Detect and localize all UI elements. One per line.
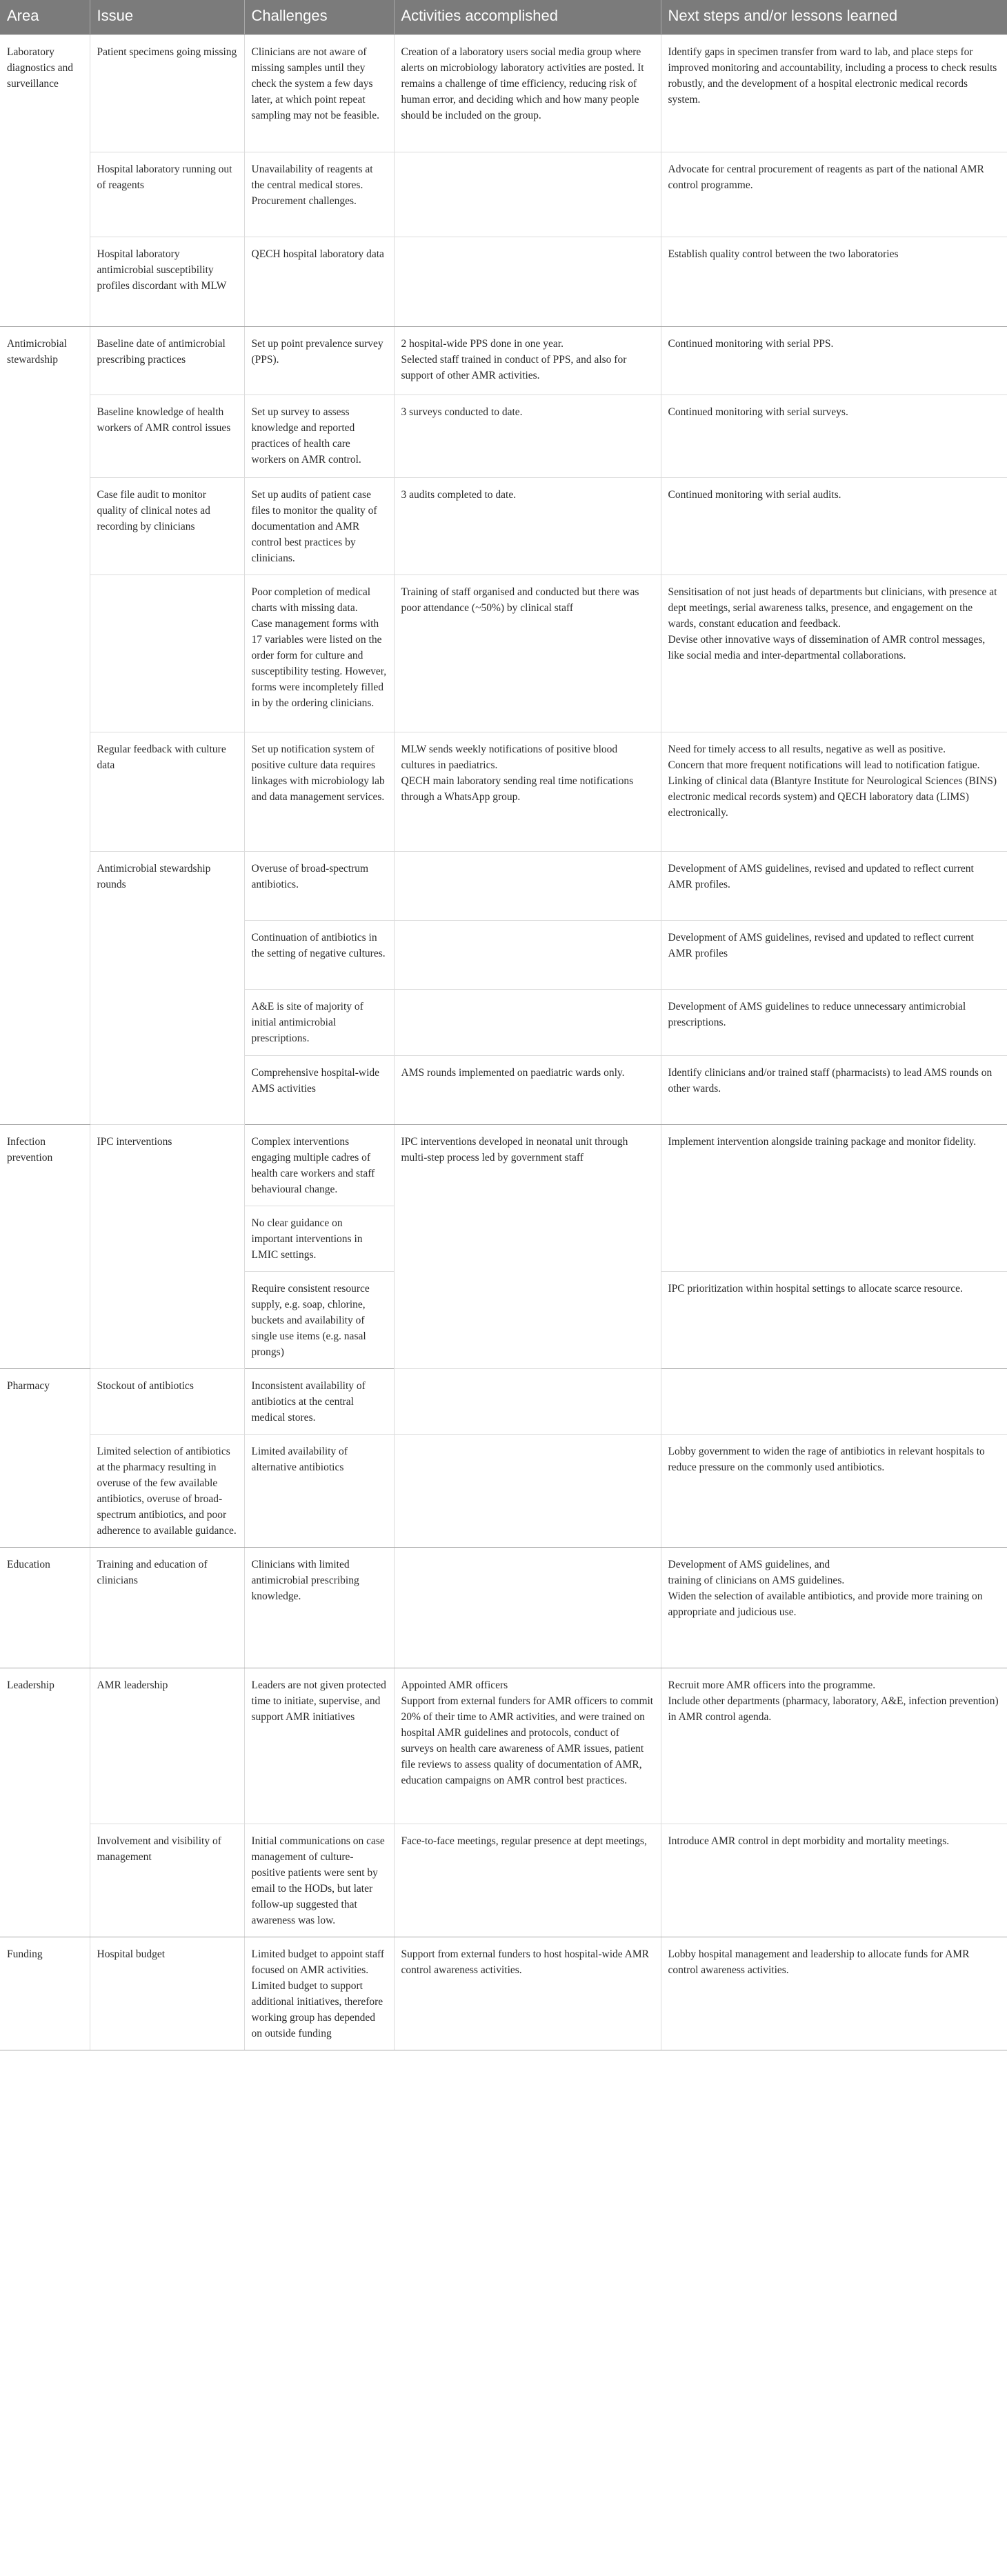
- cell-line: 3 audits completed to date.: [401, 489, 517, 501]
- cell-line: Devise other innovative ways of dissemination of AMR control messages, like social media and inter-departmental collaborations.: [668, 634, 986, 661]
- challenges-cell: [244, 1056, 394, 1125]
- table-row: [0, 1937, 1007, 2050]
- next-steps-cell: [661, 1548, 1007, 1668]
- next-steps-cell: [661, 237, 1007, 327]
- issue-cell: Baseline date of antimicrobial prescribing practices: [90, 327, 244, 395]
- challenges-cell: [244, 732, 394, 852]
- cell-line: Require consistent resource supply, e.g. soap, chlorine, buckets and availability of single use items (e.g. nasal prongs): [251, 1283, 370, 1358]
- cell-line: Leaders are not given protected time to initiate, supervise, and support AMR initiatives: [251, 1679, 386, 1723]
- cell-line: Support from external funders for AMR officers to commit 20% of their time to AMR activities, and were trained on hospital AMR guidelines and protocols, conduct of surveys on health care awareness of AMR issues, patient file reviews to assess quality of documentation of AMR, education campaigns on AMR control best practices.: [401, 1695, 654, 1786]
- activities-cell: [394, 1369, 661, 1435]
- cell-line: Implement intervention alongside training package and monitor fidelity.: [668, 1136, 977, 1148]
- next-steps-cell: [661, 921, 1007, 990]
- table-row: [0, 478, 1007, 575]
- cell-line: Clinicians are not aware of missing samples until they check the system a few days later, at which point repeat sampling may not be feasible.: [251, 46, 380, 121]
- cell-line: Continued monitoring with serial surveys.: [668, 406, 848, 418]
- challenges-cell: [244, 1548, 394, 1668]
- cell-line: Development of AMS guidelines, revised and updated to reflect current AMR profiles: [668, 932, 974, 959]
- table-row: [0, 732, 1007, 852]
- cell-line: AMS rounds implemented on paediatric wards only.: [401, 1067, 625, 1079]
- next-steps-cell: [661, 575, 1007, 732]
- table-row: [0, 152, 1007, 237]
- challenges-cell: [244, 990, 394, 1056]
- cell-line: Set up survey to assess knowledge and reported practices of health care workers on AMR control.: [251, 406, 361, 466]
- area-cell: Laboratory diagnostics and surveillance: [0, 35, 90, 327]
- issue-cell: Hospital laboratory running out of reagents: [90, 152, 244, 237]
- cell-line: Identify clinicians and/or trained staff (pharmacists) to lead AMS rounds on other wards.: [668, 1067, 993, 1095]
- cell-line: Selected staff trained in conduct of PPS, and also for support of other AMR activities.: [401, 354, 627, 381]
- activities-cell: [394, 478, 661, 575]
- next-steps-cell: [661, 1668, 1007, 1824]
- next-steps-cell: [661, 395, 1007, 478]
- cell-line: Poor completion of medical charts with missing data.: [251, 586, 371, 614]
- header-challenges: Challenges: [244, 0, 394, 35]
- activities-cell: [394, 921, 661, 990]
- cell-line: No clear guidance on important interventions in LMIC settings.: [251, 1217, 363, 1261]
- area-cell: Leadership: [0, 1668, 90, 1937]
- cell-line: Set up point prevalence survey (PPS).: [251, 338, 383, 366]
- cell-line: Continuation of antibiotics in the setting of negative cultures.: [251, 932, 386, 959]
- next-steps-cell: [661, 1272, 1007, 1369]
- cell-line: QECH main laboratory sending real time notifications through a WhatsApp group.: [401, 775, 634, 803]
- cell-line: Development of AMS guidelines, and: [668, 1559, 830, 1570]
- next-steps-cell: [661, 1435, 1007, 1548]
- cell-line: Continued monitoring with serial audits.: [668, 489, 841, 501]
- cell-line: Advocate for central procurement of reagents as part of the national AMR control programme.: [668, 163, 984, 191]
- table-row: [0, 575, 1007, 732]
- cell-line: Lobby government to widen the rage of antibiotics in relevant hospitals to reduce pressure on the commonly used antibiotics.: [668, 1446, 985, 1473]
- cell-line: Need for timely access to all results, negative as well as positive.: [668, 743, 946, 755]
- table-row: [0, 852, 1007, 921]
- cell-line: Widen the selection of available antibiotics, and provide more training on appropriate and judicious use.: [668, 1590, 983, 1618]
- header-area: Area: [0, 0, 90, 35]
- table-row: [0, 327, 1007, 395]
- next-steps-cell: [661, 478, 1007, 575]
- cell-line: Comprehensive hospital-wide AMS activities: [251, 1067, 380, 1095]
- cell-line: 2 hospital-wide PPS done in one year.: [401, 338, 564, 350]
- issue-cell: Involvement and visibility of management: [90, 1824, 244, 1937]
- cell-line: training of clinicians on AMS guidelines.: [668, 1575, 845, 1586]
- activities-cell: [394, 237, 661, 327]
- challenges-cell: [244, 152, 394, 237]
- cell-line: Linking of clinical data (Blantyre Institute for Neurological Sciences (BINS) electronic medical records system) and QECH laboratory data (LIMS) electronically.: [668, 775, 997, 819]
- issue-cell: Case file audit to monitor quality of clinical notes ad recording by clinicians: [90, 478, 244, 575]
- area-cell: Funding: [0, 1937, 90, 2050]
- cell-line: Include other departments (pharmacy, laboratory, A&E, infection prevention) in AMR control agenda.: [668, 1695, 999, 1723]
- issue-cell: [90, 575, 244, 732]
- cell-line: Concern that more frequent notifications will lead to notification fatigue.: [668, 759, 980, 771]
- issue-cell: Hospital laboratory antimicrobial susceptibility profiles discordant with MLW: [90, 237, 244, 327]
- next-steps-cell: [661, 1369, 1007, 1435]
- activities-cell: [394, 1056, 661, 1125]
- cell-line: IPC prioritization within hospital settings to allocate scarce resource.: [668, 1283, 963, 1295]
- cell-line: Development of AMS guidelines, revised and updated to reflect current AMR profiles.: [668, 863, 974, 890]
- cell-line: Sensitisation of not just heads of departments but clinicians, with presence at dept meetings, serial awareness talks, presence, and engagement on the wards, constant education and feedback.: [668, 586, 997, 630]
- issue-cell: Antimicrobial stewardship rounds: [90, 852, 244, 1125]
- challenges-cell: [244, 1125, 394, 1206]
- issue-cell: Patient specimens going missing: [90, 35, 244, 152]
- issue-cell: Limited selection of antibiotics at the pharmacy resulting in overuse of the few available antibiotics, overuse of broad-spectrum antibiotics, and poor adherence to available guidance.: [90, 1435, 244, 1548]
- activities-cell: [394, 1125, 661, 1369]
- table-row: [0, 1668, 1007, 1824]
- challenges-cell: [244, 35, 394, 152]
- table-row: [0, 1548, 1007, 1668]
- next-steps-cell: [661, 990, 1007, 1056]
- table-row: [0, 1369, 1007, 1435]
- challenges-cell: [244, 1668, 394, 1824]
- challenges-cell: [244, 1206, 394, 1272]
- table-row: [0, 1125, 1007, 1206]
- activities-cell: [394, 575, 661, 732]
- activities-cell: [394, 732, 661, 852]
- cell-line: Support from external funders to host hospital-wide AMR control awareness activities.: [401, 1948, 649, 1976]
- cell-line: Complex interventions engaging multiple cadres of health care workers and staff behavioural change.: [251, 1136, 375, 1195]
- cell-line: Recruit more AMR officers into the programme.: [668, 1679, 876, 1691]
- header-issue: Issue: [90, 0, 244, 35]
- next-steps-cell: [661, 152, 1007, 237]
- cell-line: Inconsistent availability of antibiotics at the central medical stores.: [251, 1380, 366, 1424]
- cell-line: A&E is site of majority of initial antimicrobial prescriptions.: [251, 1001, 363, 1044]
- cell-line: Set up audits of patient case files to monitor the quality of documentation and AMR control best practices by clinicians.: [251, 489, 377, 564]
- cell-line: Initial communications on case management of culture-positive patients were sent by email to the HODs, but later follow-up suggested that awareness was low.: [251, 1835, 385, 1926]
- cell-line: Set up notification system of positive culture data requires linkages with microbiology lab and data management services.: [251, 743, 385, 803]
- table-row: [0, 237, 1007, 327]
- cell-line: Continued monitoring with serial PPS.: [668, 338, 834, 350]
- next-steps-cell: [661, 732, 1007, 852]
- activities-cell: [394, 852, 661, 921]
- activities-cell: [394, 1548, 661, 1668]
- next-steps-cell: [661, 1824, 1007, 1937]
- cell-line: Establish quality control between the two laboratories: [668, 248, 899, 260]
- challenges-cell: [244, 327, 394, 395]
- activities-cell: [394, 1824, 661, 1937]
- cell-line: Creation of a laboratory users social media group where alerts on microbiology laboratory activities are posted. It remains a challenge of time efficiency, reducing risk of human error, and deciding which and how many people should be included on the group.: [401, 46, 644, 121]
- issue-cell: IPC interventions: [90, 1125, 244, 1369]
- cell-line: Clinicians with limited antimicrobial prescribing knowledge.: [251, 1559, 359, 1602]
- table-row: [0, 395, 1007, 478]
- cell-line: IPC interventions developed in neonatal unit through multi-step process led by government staff: [401, 1136, 628, 1164]
- cell-line: Unavailability of reagents at the central medical stores. Procurement challenges.: [251, 163, 373, 207]
- challenges-cell: [244, 1369, 394, 1435]
- challenges-cell: [244, 852, 394, 921]
- next-steps-cell: [661, 852, 1007, 921]
- issue-cell: Training and education of clinicians: [90, 1548, 244, 1668]
- next-steps-cell: [661, 327, 1007, 395]
- challenges-cell: [244, 395, 394, 478]
- next-steps-cell: [661, 1056, 1007, 1125]
- cell-line: QECH hospital laboratory data: [251, 248, 384, 260]
- activities-cell: [394, 1435, 661, 1548]
- area-cell: Pharmacy: [0, 1369, 90, 1548]
- activities-cell: [394, 1668, 661, 1824]
- issue-cell: Stockout of antibiotics: [90, 1369, 244, 1435]
- cell-line: MLW sends weekly notifications of positive blood cultures in paediatrics.: [401, 743, 618, 771]
- issue-cell: AMR leadership: [90, 1668, 244, 1824]
- activities-cell: [394, 35, 661, 152]
- cell-line: Face-to-face meetings, regular presence at dept meetings,: [401, 1835, 647, 1847]
- header-row: [0, 0, 1007, 35]
- next-steps-cell: [661, 1937, 1007, 2050]
- challenges-cell: [244, 1824, 394, 1937]
- cell-line: Training of staff organised and conducted but there was poor attendance (~50%) by clinical staff: [401, 586, 639, 614]
- challenges-cell: [244, 1272, 394, 1369]
- area-cell: Infection prevention: [0, 1125, 90, 1369]
- next-steps-cell: [661, 1125, 1007, 1272]
- issue-cell: Regular feedback with culture data: [90, 732, 244, 852]
- cell-line: Introduce AMR control in dept morbidity and mortality meetings.: [668, 1835, 950, 1847]
- challenges-cell: [244, 237, 394, 327]
- challenges-cell: [244, 478, 394, 575]
- challenges-cell: [244, 921, 394, 990]
- header-activities: Activities accomplished: [394, 0, 661, 35]
- header-next-steps: Next steps and/or lessons learned: [661, 0, 1007, 35]
- cell-line: Case management forms with 17 variables were listed on the order form for culture and susceptibility testing. However, forms were incompletely filled in by the ordering clinicians.: [251, 618, 387, 709]
- table-row: [0, 1824, 1007, 1937]
- activities-cell: [394, 152, 661, 237]
- area-cell: Education: [0, 1548, 90, 1668]
- activities-cell: [394, 395, 661, 478]
- activities-cell: [394, 1937, 661, 2050]
- cell-line: Appointed AMR officers: [401, 1679, 508, 1691]
- issue-cell: Hospital budget: [90, 1937, 244, 2050]
- cell-line: Limited budget to support additional initiatives, therefore working group has depended on outside funding: [251, 1980, 383, 2039]
- issue-cell: Baseline knowledge of health workers of AMR control issues: [90, 395, 244, 478]
- cell-line: Lobby hospital management and leadership to allocate funds for AMR control awareness activities.: [668, 1948, 970, 1976]
- challenges-cell: [244, 1937, 394, 2050]
- activities-cell: [394, 327, 661, 395]
- cell-line: Development of AMS guidelines to reduce unnecessary antimicrobial prescriptions.: [668, 1001, 966, 1028]
- cell-line: Overuse of broad-spectrum antibiotics.: [251, 863, 369, 890]
- table-row: [0, 35, 1007, 152]
- challenges-cell: [244, 1435, 394, 1548]
- next-steps-cell: [661, 35, 1007, 152]
- cell-line: 3 surveys conducted to date.: [401, 406, 523, 418]
- cell-line: Identify gaps in specimen transfer from ward to lab, and place steps for improved monitoring and accountability, including a process to check results robustly, and the development of a hospital electronic medical records system.: [668, 46, 997, 106]
- cell-line: Limited budget to appoint staff focused on AMR activities.: [251, 1948, 385, 1976]
- cell-line: Limited availability of alternative antibiotics: [251, 1446, 348, 1473]
- challenges-cell: [244, 575, 394, 732]
- activities-cell: [394, 990, 661, 1056]
- area-cell: Antimicrobial stewardship: [0, 327, 90, 1125]
- table-row: [0, 1435, 1007, 1548]
